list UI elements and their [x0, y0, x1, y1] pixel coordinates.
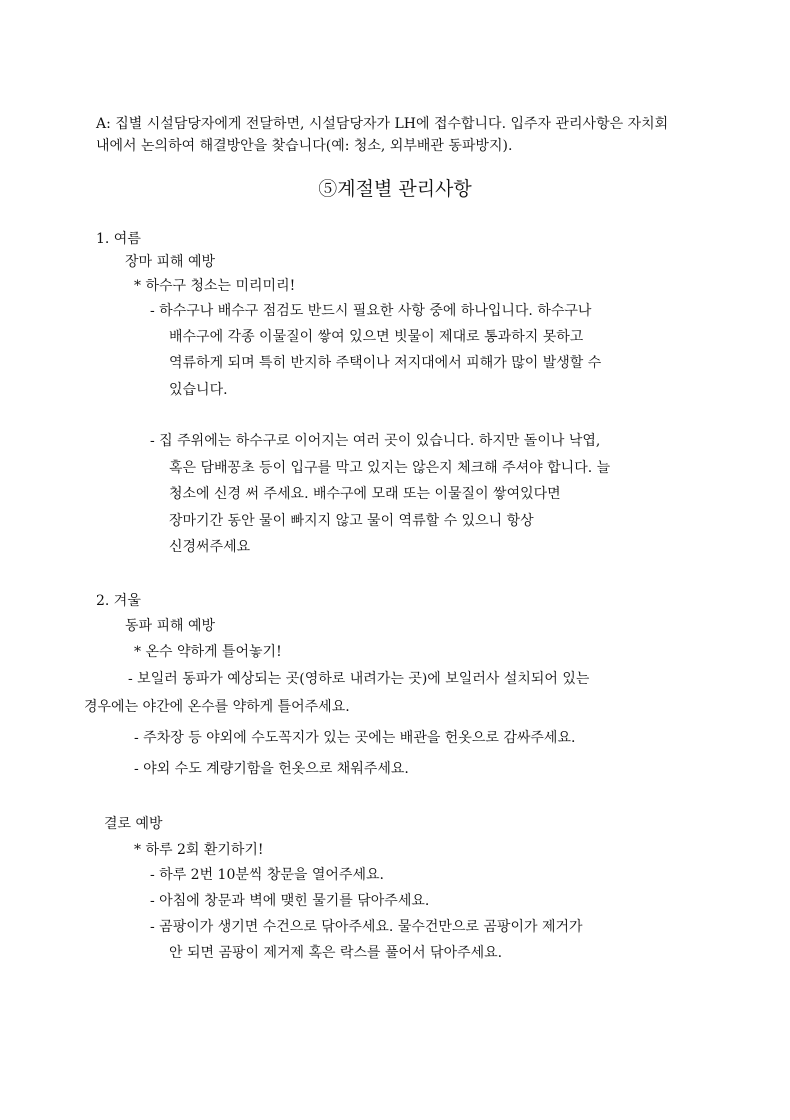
summer-para2-line: - 집 주위에는 하수구로 이어지는 여러 곳이 있습니다. 하지만 돌이나 낙엽, — [150, 433, 601, 449]
condensation-heading: 결로 예방 — [104, 816, 163, 832]
summer-para2-line: 청소에 신경 써 주세요. 배수구에 모래 또는 이물질이 쌓여있다면 — [169, 486, 561, 502]
summer-para1-line: 배수구에 각종 이물질이 쌓여 있으면 빗물이 제대로 통과하지 못하고 — [169, 329, 584, 345]
winter-line-3: - 주차장 등 야외에 수도꼭지가 있는 곳에는 배관을 헌옷으로 감싸주세요. — [134, 730, 576, 746]
winter-line-4: - 야외 수도 계량기함을 헌옷으로 채워주세요. — [134, 761, 409, 777]
intro-line-2: 내에서 논의하여 해결방안을 찾습니다(예: 청소, 외부배관 동파방지). — [96, 138, 513, 154]
summer-star-item: * 하수구 청소는 미리미리! — [134, 278, 296, 294]
summer-para1-line: 있습니다. — [169, 382, 228, 398]
condensation-item-continuation: 안 되면 곰팡이 제거제 혹은 락스를 풀어서 닦아주세요. — [169, 945, 503, 961]
winter-line-1: - 보일러 동파가 예상되는 곳(영하로 내려가는 곳)에 보일러사 설치되어 있는 — [128, 671, 590, 687]
condensation-item: - 하루 2번 10분씩 창문을 열어주세요. — [150, 867, 384, 883]
summer-subheading: 장마 피해 예방 — [125, 254, 216, 270]
condensation-item: - 아침에 창문과 벽에 맺힌 물기를 닦아주세요. — [150, 893, 430, 909]
summer-para2-line: 장마기간 동안 물이 빠지지 않고 물이 역류할 수 있으니 항상 — [169, 513, 534, 529]
summer-para1-line: - 하수구나 배수구 점검도 반드시 필요한 사항 중에 하나입니다. 하수구나 — [150, 303, 592, 319]
summer-para2-line: 신경써주세요 — [169, 539, 251, 555]
summer-para2-line: 혹은 담배꽁초 등이 입구를 막고 있지는 않은지 체크해 주셔야 합니다. 늘 — [169, 460, 611, 476]
condensation-item: - 곰팡이가 생기면 수건으로 닦아주세요. 물수건만으로 곰팡이가 제거가 — [150, 919, 583, 935]
summer-para1-line: 역류하게 되며 특히 반지하 주택이나 저지대에서 피해가 많이 발생할 수 — [169, 355, 602, 371]
intro-line-1: A: 집별 시설담당자에게 전달하면, 시설담당자가 LH에 접수합니다. 입주자 관리사항은 자치회 — [96, 116, 669, 132]
winter-star-item: * 온수 약하게 틀어놓기! — [134, 644, 282, 660]
condensation-star-item: * 하루 2회 환기하기! — [134, 842, 264, 858]
winter-heading: 2. 겨울 — [96, 593, 141, 609]
winter-subheading: 동파 피해 예방 — [125, 618, 216, 634]
section-title: ⑤계절별 관리사항 — [318, 178, 472, 200]
winter-line-2: 경우에는 야간에 온수를 약하게 틀어주세요. — [84, 699, 350, 715]
summer-heading: 1. 여름 — [96, 231, 141, 247]
